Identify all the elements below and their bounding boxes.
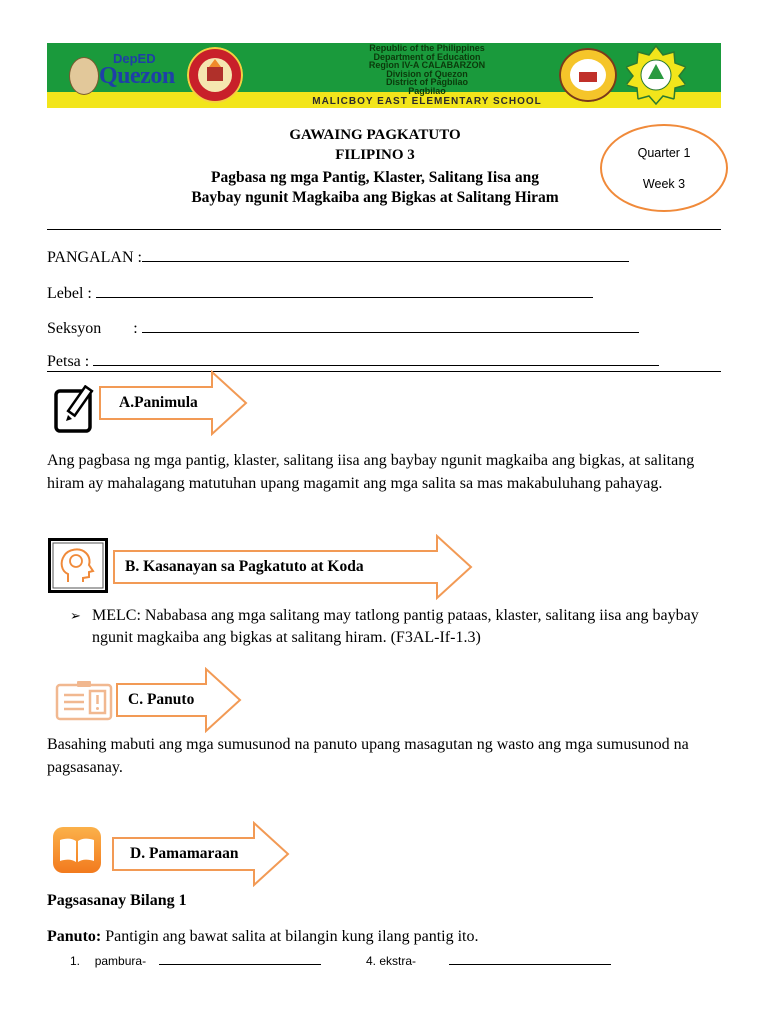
district-seal-icon: [559, 48, 617, 102]
week-label: Week 3: [642, 177, 686, 191]
deped-seal-icon: [187, 47, 243, 103]
deped-quezon-logo: [69, 49, 179, 95]
quezon-logo-text: Quezon: [99, 63, 175, 89]
section-label: Seksyon: [47, 320, 102, 337]
portrait-icon: [69, 57, 99, 95]
item-answer-blank[interactable]: [449, 953, 611, 965]
section-c-arrow: [116, 667, 244, 733]
name-label: PANGALAN :: [47, 249, 142, 266]
item-word: pambura-: [94, 954, 147, 968]
bullet-arrow-icon: ➢: [70, 608, 81, 623]
section-b-arrow: [113, 534, 475, 600]
date-field-row: [47, 351, 659, 371]
edit-note-icon: [53, 385, 97, 435]
section-a-label: A.Panimula: [119, 394, 198, 411]
book-icon: [52, 826, 102, 874]
section-colon: :: [133, 320, 138, 337]
banner-line: Pagbilao: [408, 85, 446, 96]
section-blank[interactable]: [142, 318, 639, 333]
level-label: Lebel :: [47, 285, 92, 302]
panuto-text: Pantigin ang bawat salita at bilangin kung ilang pantig ito.: [101, 928, 479, 945]
panuto-label: Panuto:: [47, 928, 102, 945]
deped-logo-text: DepED: [113, 51, 156, 66]
quarter-week-badge: [600, 124, 728, 212]
instruction-board-icon: [55, 681, 113, 721]
title-topic-line1: Pagbasa ng mga Pantig, Klaster, Salitang Iisa ang: [211, 169, 539, 186]
exercise-instructions: [47, 928, 479, 946]
item-word: ekstra-: [379, 954, 417, 968]
section-c-label: C. Panuto: [128, 691, 195, 708]
section-d-label: D. Pamamaraan: [130, 845, 239, 862]
worksheet-titles: [150, 125, 600, 208]
melc-text: MELC: Nababasa ang mga salitang may tatlong pantig pataas, klaster, salitang iisa ang baybay ngunit magkaiba ang bigkas at salitang hiram. (F3AL-If-1.3): [92, 607, 699, 646]
title-subject: FILIPINO 3: [335, 147, 415, 163]
item-number: 4.: [366, 954, 377, 968]
date-blank[interactable]: [93, 351, 659, 366]
banner-line: Region IV-A CALABARZON: [368, 60, 486, 70]
name-blank[interactable]: [142, 247, 629, 262]
title-topic-line2: Baybay ngunit Magkaiba ang Bigkas at Salitang Hiram: [191, 189, 559, 206]
section-c-text: Basahing mabuti ang mga sumusunod na panuto upang masagutan ng wasto ang mga sumusunod na pagsasanay.: [47, 736, 689, 776]
title-gawain: GAWAING PAGKATUTO: [289, 127, 461, 143]
quarter-label: Quarter 1: [637, 146, 691, 160]
exercise-title: Pagsasanay Bilang 1: [47, 892, 187, 909]
banner-line: District of Pagbilao: [385, 77, 468, 87]
section-d-arrow: [112, 821, 292, 887]
item-answer-blank[interactable]: [159, 953, 321, 965]
section-field-row: [47, 318, 639, 338]
exercise-item: [70, 953, 321, 968]
section-a-text: Ang pagbasa ng mga pantig, klaster, salitang iisa ang baybay ngunit magkaiba ang bigkas, at salitang hiram ay mahalagang matutuhan upang magamit ang mga salita sa mas makabuluhang pahayag.: [47, 452, 695, 492]
idea-head-icon: [48, 538, 108, 593]
item-number: 1.: [70, 954, 81, 968]
level-blank[interactable]: [96, 283, 593, 298]
date-label: Petsa :: [47, 353, 90, 370]
banner-line: Republic of the Philippines: [369, 43, 485, 53]
banner-line: Department of Education: [373, 51, 481, 62]
school-name: MALICBOY EAST ELEMENTARY SCHOOL: [312, 96, 542, 107]
exercise-item: [366, 953, 611, 968]
header-banner: [47, 43, 721, 108]
banner-address: [297, 44, 557, 95]
header-divider: [47, 229, 721, 230]
section-a-arrow: [99, 370, 249, 436]
name-field-row: [47, 247, 629, 267]
banner-line: Division of Quezon: [386, 68, 468, 79]
section-b-label: B. Kasanayan sa Pagkatuto at Koda: [125, 558, 364, 575]
level-field-row: [47, 283, 593, 303]
